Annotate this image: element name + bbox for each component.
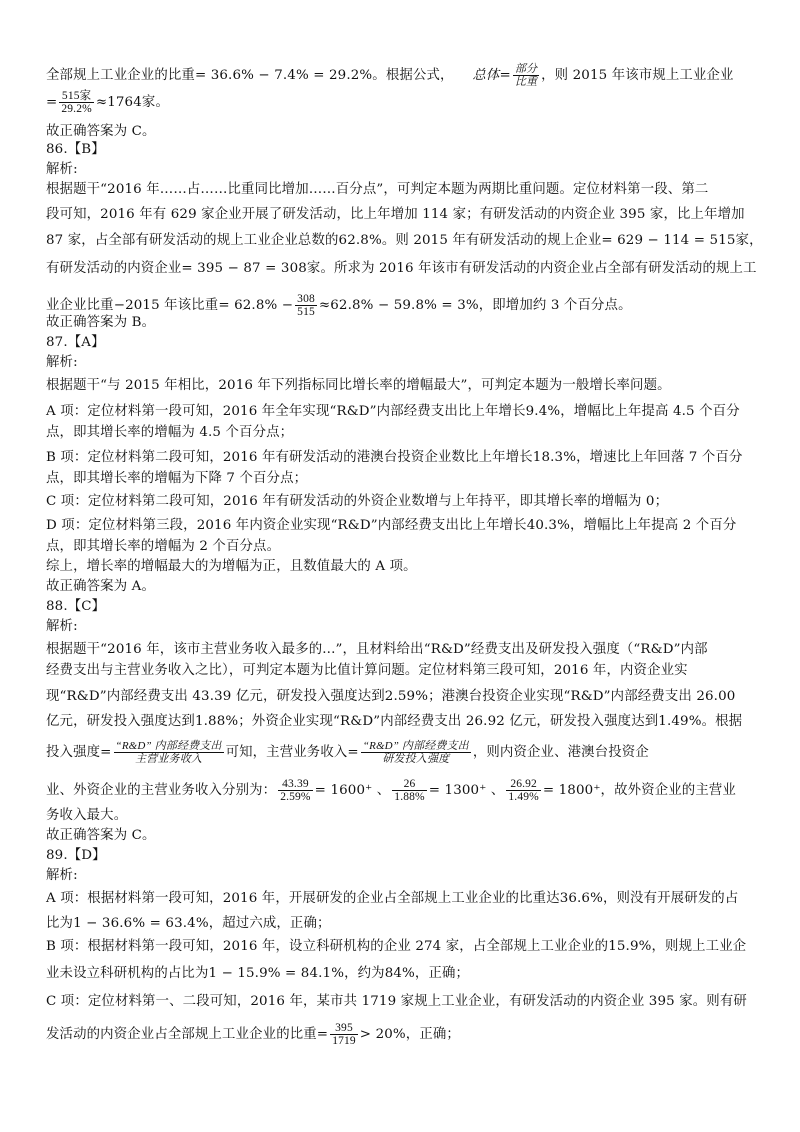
- text-segment: = 1300⁺ 、: [428, 783, 505, 798]
- text-line: 亿元，研发投入强度达到1.88%；外资企业实现“R&D”内部经费支出 26.92 亿元，研发投入强度达到1.49%。根据: [46, 714, 743, 729]
- text-segment: ≈1764家: [95, 95, 156, 110]
- formula-fraction: [330, 1022, 358, 1047]
- text-line: 务收入最大。: [46, 808, 128, 823]
- text-line: 比为1 − 36.6% = 63.4%，超过六成，正确；: [46, 916, 331, 931]
- formula-fraction: [513, 63, 539, 88]
- text-line: A 项：定位材料第一段可知，2016 年全年实现“R&D”内部经费支出比上年增长9.4%，增幅比上年提高 4.5 个百分: [46, 404, 740, 419]
- formula-line: [46, 778, 736, 803]
- formula-fraction: [392, 778, 426, 803]
- question-number: 87.【A】: [46, 335, 105, 350]
- text-line: 有研发活动的内资企业= 395 − 87 = 308家。所求为 2016 年该市有研发活动的内资企业占全部有研发活动的规上工: [46, 261, 757, 276]
- text-segment: = 1800⁺，故外资企业的主营业: [542, 783, 736, 798]
- text-line: C 项：定位材料第一、二段可知，2016 年，某市共 1719 家规上工业企业，有研发活动的内资企业 395 家。则有研: [46, 994, 747, 1009]
- text-line: C 项：定位材料第二段可知，2016 年有研发活动的外资企业数增与上年持平，即其增长率的增幅为 0；: [46, 494, 669, 509]
- text-segment: 可知，主营业务收入=: [225, 745, 359, 760]
- text-line: 根据题干“2016 年……占……比重同比增加……百分点”，可判定本题为两期比重问题。定位材料第一段、第二: [46, 182, 709, 197]
- text-line: B 项：根据材料第一段可知，2016 年，设立科研机构的企业 274 家，占全部规上工业企业的15.9%，则规上工业企: [46, 939, 747, 954]
- text-line: A 项：根据材料第一段可知，2016 年，开展研发的企业占全部规上工业企业的比重达36.6%，则没有开展研发的占: [46, 891, 739, 906]
- answer-line: 故正确答案为 C。: [46, 828, 156, 843]
- text-line: 业未设立科研机构的占比为1 − 15.9% = 84.1%，约为84%，正确；: [46, 966, 470, 981]
- answer-line: 故正确答案为 C。: [46, 124, 156, 139]
- analysis-label: 解析:: [46, 162, 78, 177]
- text-segment: ，则 2015 年该市规上工业企业: [541, 68, 734, 83]
- fraction-denominator: 1.88%: [394, 791, 425, 803]
- text-segment: 业企业比重−2015 年该比重= 62.8% −: [46, 298, 294, 313]
- text-segment: > 20%，正确；: [359, 1027, 460, 1042]
- text-segment: = 1600⁺ 、: [314, 783, 391, 798]
- text-segment: =: [46, 95, 58, 110]
- text-segment: 。: [155, 95, 169, 110]
- formula-fraction: [361, 740, 471, 765]
- question-number: 86.【B】: [46, 142, 105, 157]
- text-line: 经费支出与主营业务收入之比），可判定本题为比值计算问题。定位材料第三段可知，2016 年，内资企业实: [46, 663, 688, 678]
- analysis-label: 解析:: [46, 355, 78, 370]
- fraction-numerator: 515家: [59, 90, 93, 103]
- fraction-numerator: “R&D” 内部经费支出: [362, 740, 469, 752]
- formula-fraction: [114, 740, 224, 765]
- question-number: 89.【D】: [46, 848, 106, 863]
- text-line: 点，即其增长率的增幅为 4.5 个百分点；: [46, 425, 294, 440]
- fraction-denominator: 2.59%: [280, 791, 311, 803]
- analysis-label: 解析:: [46, 868, 78, 883]
- text-line: 现“R&D”内部经费支出 43.39 亿元，研发投入强度达到2.59%；港澳台投资企业实现“R&D”内部经费支出 26.00: [46, 689, 736, 704]
- text-line: 根据题干“与 2015 年相比，2016 年下列指标同比增长率的增幅最大”，可判定本题为一般增长率问题。: [46, 378, 671, 393]
- fraction-denominator: 比重: [514, 76, 538, 88]
- fraction-numerator: 部分: [514, 63, 538, 75]
- question-number: 88.【C】: [46, 599, 106, 614]
- text-segment: 投入强度=: [46, 745, 112, 760]
- text-line: D 项：定位材料第三段，2016 年内资企业实现“R&D”内部经费支出比上年增长40.3%，增幅比上年提高 2 个百分: [46, 518, 737, 533]
- fraction-numerator: 26.92: [506, 778, 540, 791]
- text-line: 87 家，占全部有研发活动的规上工业企业总数的62.8%。则 2015 年有研发活动的规上企业= 629 − 114 = 515家，: [46, 233, 763, 248]
- fraction-denominator: 515: [297, 306, 315, 318]
- text-segment: ≈62.8% − 59.8% = 3%，即增加约 3 个百分点。: [318, 298, 632, 313]
- fraction-numerator: “R&D” 内部经费支出: [115, 740, 222, 752]
- answer-85-calc-line: [46, 63, 734, 88]
- fraction-numerator: 43.39: [278, 778, 312, 791]
- formula-line: [46, 1022, 460, 1047]
- text-segment: ，则内资企业、港澳台投资企: [472, 745, 649, 760]
- text-segment: 总体=: [472, 68, 511, 83]
- analysis-label: 解析:: [46, 619, 78, 634]
- text-segment: 全部规上工业企业的比重= 36.6% − 7.4% = 29.2%。根据公式，: [46, 68, 454, 83]
- formula-line: [46, 740, 649, 765]
- fraction-numerator: 308: [297, 293, 315, 305]
- fraction-denominator: 1.49%: [508, 791, 539, 803]
- formula-fraction: [278, 778, 312, 803]
- formula-fraction: [506, 778, 540, 803]
- answer-line: 故正确答案为 B。: [46, 315, 156, 330]
- text-line: 点，即其增长率的增幅为下降 7 个百分点；: [46, 471, 308, 486]
- text-line: 段可知，2016 年有 629 家企业开展了研发活动，比上年增加 114 家；有研发活动的内资企业 395 家，比上年增加: [46, 207, 745, 222]
- fraction-denominator: 主营业务收入: [135, 753, 202, 765]
- text-line: B 项：定位材料第二段可知，2016 年有研发活动的港澳台投资企业数比上年增长18.3%，增速比上年回落 7 个百分: [46, 450, 743, 465]
- text-line: 点，即其增长率的增幅为 2 个百分点。: [46, 539, 281, 554]
- fraction-denominator: 1719: [332, 1035, 356, 1047]
- fraction-denominator: 29.2%: [61, 103, 92, 115]
- text-segment: 业、外资企业的主营业务收入分别为：: [46, 783, 277, 798]
- formula-fraction: [295, 293, 317, 318]
- fraction-numerator: 26: [392, 778, 426, 791]
- text-line: 综上，增长率的增幅最大的为增幅为正，且数值最大的 A 项。: [46, 559, 417, 574]
- text-segment: 发活动的内资企业占全部规上工业企业的比重=: [46, 1027, 329, 1042]
- answer-line: 故正确答案为 A。: [46, 579, 156, 594]
- fraction-numerator: 395: [330, 1022, 358, 1035]
- formula-fraction: [59, 90, 93, 115]
- text-line: 根据题干“2016 年，该市主营业务收入最多的...”，且材料给出“R&D”经费支出及研发投入强度（“R&D”内部: [46, 642, 708, 657]
- answer-85-result-line: [46, 90, 169, 115]
- fraction-denominator: 研发投入强度: [382, 753, 450, 765]
